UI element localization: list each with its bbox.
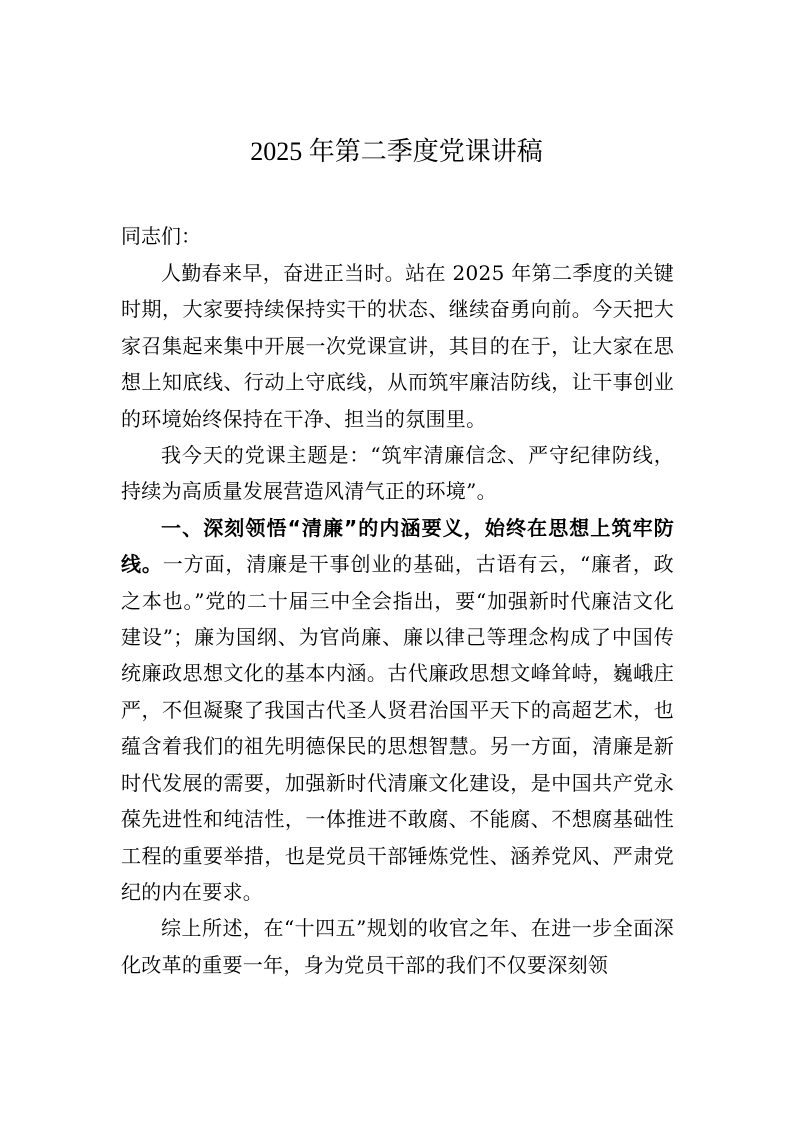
paragraph-text: 一方面，清廉是干事创业的基础，古语有云，“廉者，政之本也。”党的二十届三中全会指出，要“加强新时代廉洁文化建设”；廉为国纲、为官尚廉、廉以律己等理念构成了中国传统廉政思想文化的基本内涵。古代廉政思想文峰耸峙，巍峨庄严，不但凝聚了我国古代圣人贤君治国平天下的高超艺术，也蕴含着我们的祖先明德保民的思想智慧。另一方面，清廉是新时代发展的需要，加强新时代清廉文化建设，是中国共产党永葆先进性和纯洁性，一体推进不敢腐、不能腐、不想腐基础性工程的重要举措，也是党员干部锤炼党性、涵养党风、严肃党纪的内在要求。 bbox=[121, 552, 674, 904]
paragraph-summary bbox=[121, 910, 674, 983]
paragraph-opening bbox=[121, 255, 674, 437]
paragraph-text: 我今天的党课主题是：“筑牢清廉信念、严守纪律防线，持续为高质量发展营造风清气正的环境”。 bbox=[121, 443, 674, 504]
paragraph-text: 人勤春来早，奋进正当时。站在 2025 年第二季度的关键时期，大家要持续保持实干的状态、继续奋勇向前。今天把大家召集起来集中开展一次党课宣讲，其目的在于，让大家在思想上知底线、行动上守底线，从而筑牢廉洁防线，让干事创业的环境始终保持在干净、担当的氛围里。 bbox=[121, 261, 674, 431]
document-title: 2025 年第二季度党课讲稿 bbox=[250, 137, 543, 166]
document-body bbox=[121, 255, 674, 983]
salutation: 同志们： bbox=[121, 224, 201, 248]
paragraph-section-one bbox=[121, 510, 674, 910]
paragraph-text: 综上所述，在“十四五”规划的收官之年、在进一步全面深化改革的重要一年，身为党员干部的我们不仅要深刻领 bbox=[121, 916, 674, 977]
paragraph-theme bbox=[121, 437, 674, 510]
section-heading: 一、深刻领悟“清廉”的内涵要义，始终在思想上筑牢防线。 bbox=[121, 515, 674, 577]
